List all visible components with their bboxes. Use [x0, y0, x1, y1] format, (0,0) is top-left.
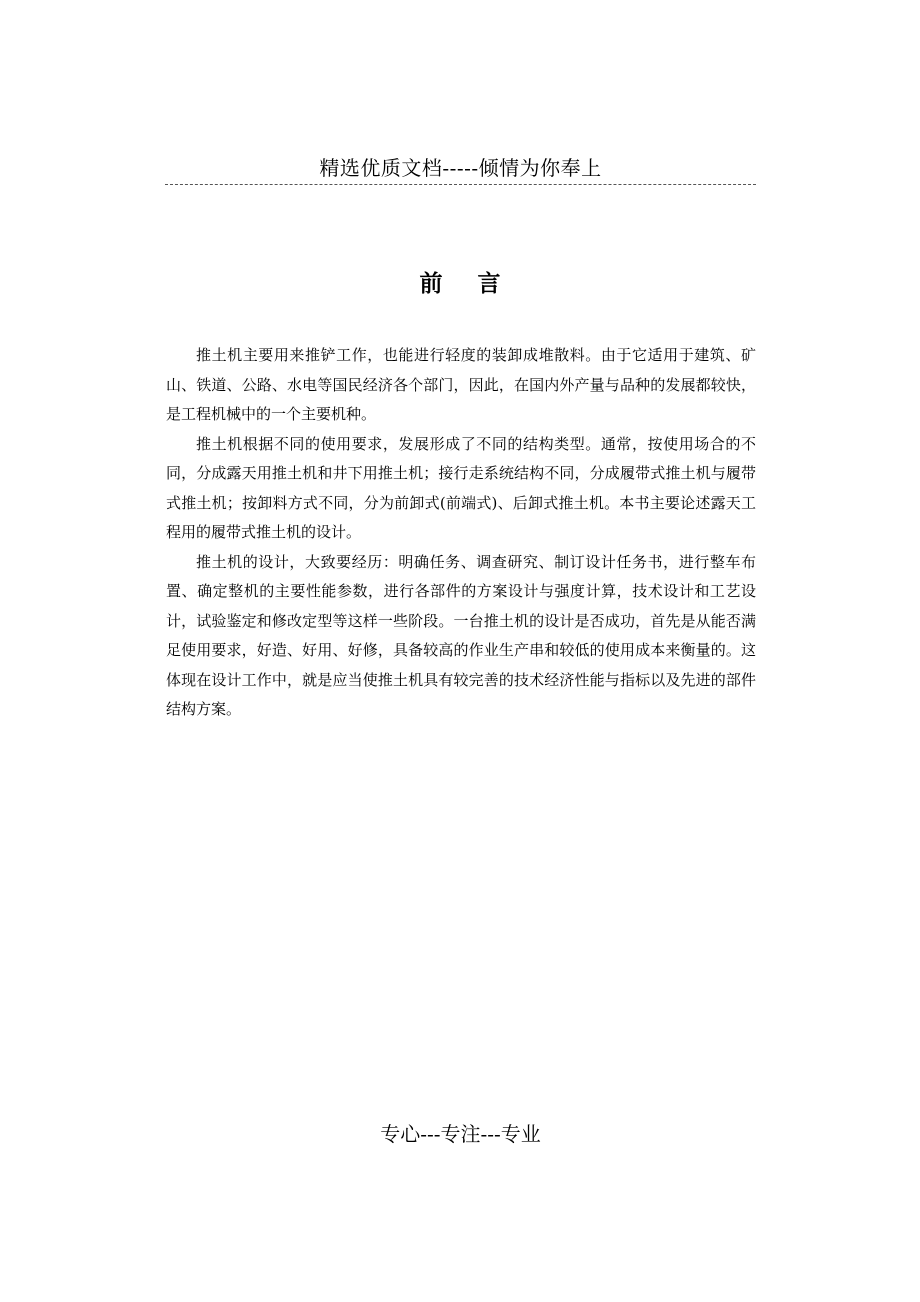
paragraph-1: 推土机主要用来推铲工作，也能进行轻度的装卸成堆散料。由于它适用于建筑、矿山、铁道、公路、水电等国民经济各个部门，因此，在国内外产量与品种的发展都较快，是工程机械中的一个主要机种。 [166, 346, 756, 423]
page-header: 精选优质文档-----倾情为你奉上 [319, 156, 602, 180]
title-char-2: 言 [477, 271, 502, 297]
paragraph-3: 推土机的设计，大致要经历：明确任务、调查研究、制订设计任务书，进行整车布置、确定整机的主要性能参数，进行各部件的方案设计与强度计算，技术设计和工艺设计，试验鉴定和修改定型等这样一些阶段。一台推土机的设计是否成功，首先是从能否满足使用要求，好造、好用、好修，具备较高的作业生产串和较低的使用成本来衡量的。这体现在设计工作中，就是应当使推土机具有较完善的技术经济性能与指标以及先进的部件结构方案。 [166, 552, 756, 718]
title-char-1: 前 [419, 271, 444, 297]
body-text [166, 341, 756, 725]
page-title [165, 266, 756, 302]
header-divider [165, 184, 756, 185]
page-footer: 专心---专注---专业 [380, 1122, 541, 1146]
paragraph-2: 推土机根据不同的使用要求，发展形成了不同的结构类型。通常，按使用场合的不同，分成露天用推土机和井下用推土机；接行走系统结构不同，分成履带式推土机与履带式推土机；按卸料方式不同，分为前卸式(前端式)、后卸式推土机。本书主要论述露天工程用的履带式推土机的设计。 [166, 434, 756, 541]
